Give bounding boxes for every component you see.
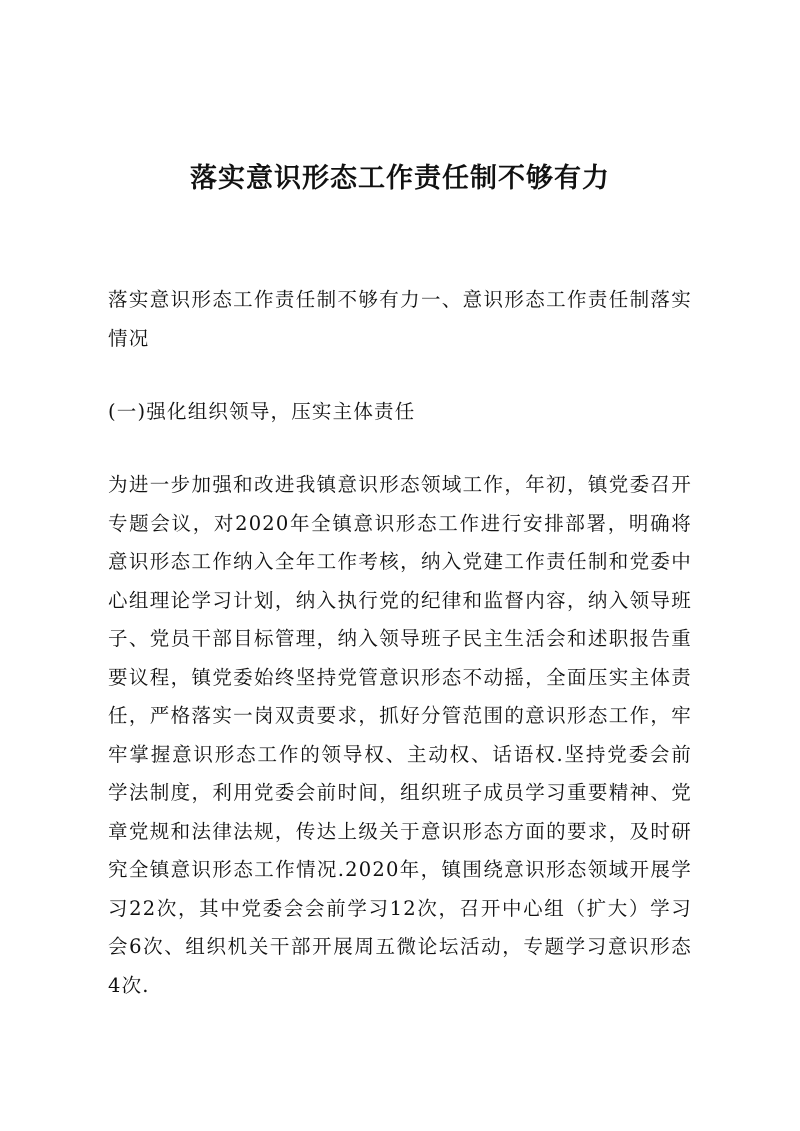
section-heading: (一)强化组织领导，压实主体责任 bbox=[108, 400, 416, 423]
document-title: 落实意识形态工作责任制不够有力 bbox=[190, 163, 610, 194]
intro-paragraph: 落实意识形态工作责任制不够有力一、意识形态工作责任制落实情况 bbox=[108, 288, 692, 350]
body-paragraph: 为进一步加强和改进我镇意识形态领域工作，年初，镇党委召开专题会议，对2020年全镇意识形态工作进行安排部署，明确将意识形态工作纳入全年工作考核，纳入党建工作责任制和党委中心组理论学习计划，纳入执行党的纪律和监督内容，纳入领导班子、党员干部目标管理，纳入领导班子民主生活会和述职报告重要议程，镇党委始终坚持党管意识形态不动摇，全面压实主体责任，严格落实一岗双责要求，抓好分管范围的意识形态工作，牢牢掌握意识形态工作的领导权、主动权、话语权.坚持党委会前学法制度，利用党委会前时间，组织班子成员学习重要精神、党章党规和法律法规，传达上级关于意识形态方面的要求，及时研究全镇意识形态工作情况.2020年，镇围绕意识形态领域开展学习22次，其中党委会会前学习12次，召开中心组（扩大）学习会6次、组织机关干部开展周五微论坛活动，专题学习意识形态4次. bbox=[108, 473, 692, 997]
